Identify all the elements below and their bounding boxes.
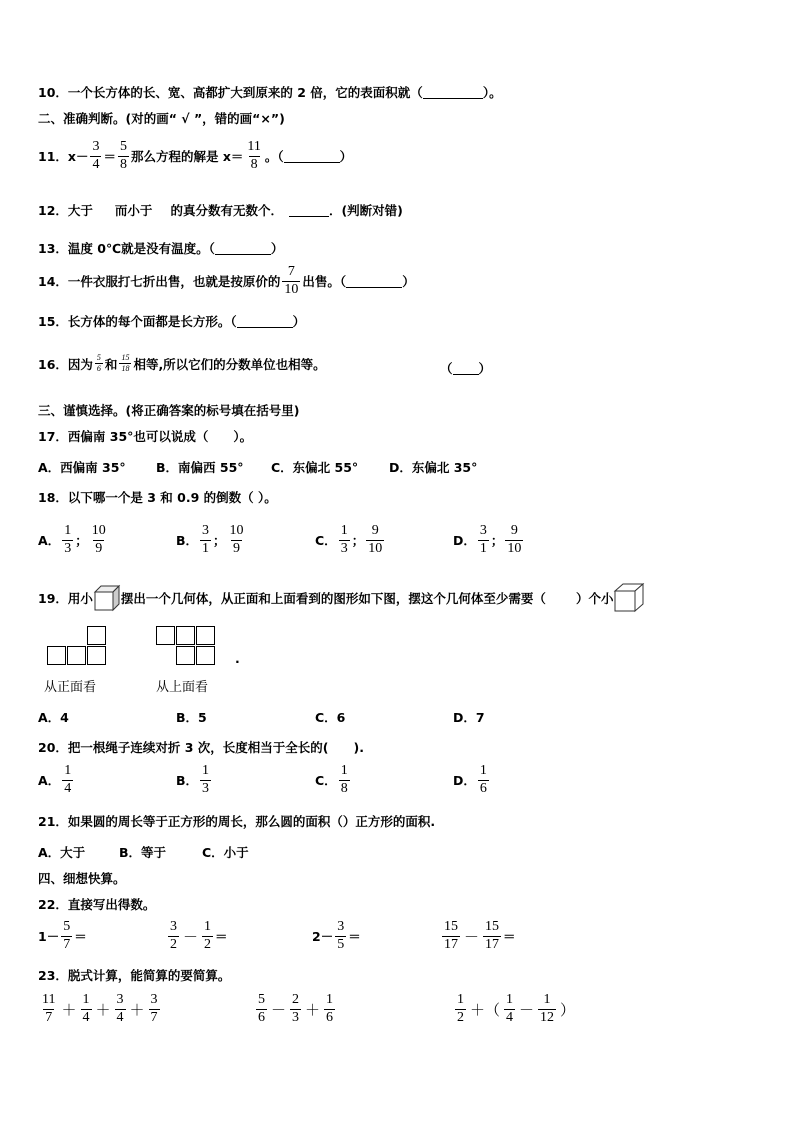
option-b[interactable]: B． 3 1 ； 10 9 xyxy=(176,523,244,556)
option-d[interactable]: D．7 xyxy=(453,710,485,725)
fraction: 5 8 xyxy=(120,139,127,172)
question-number: 22． xyxy=(38,897,68,912)
answer-blank[interactable] xyxy=(289,204,329,217)
question-number: 23． xyxy=(38,968,68,983)
option-b[interactable]: B．南偏西 55° xyxy=(156,460,244,475)
option-c[interactable]: C．6 xyxy=(315,710,346,725)
question-21: 21． 如果圆的周长等于正方形的周长，那么圆的面积（）正方形的面积. xyxy=(38,814,436,829)
question-19: 19． 用小 摆出一个几何体，从正面和上面看到的图形如下图，摆这个几何体至少需要（ ）个小 xyxy=(38,583,645,613)
top-view-caption: 从上面看 xyxy=(156,680,209,695)
question-number: 18． xyxy=(38,490,68,505)
option-d[interactable]: D．东偏北 35° xyxy=(389,460,478,475)
question-number: 10． xyxy=(38,85,68,100)
question-11: 11． x－ 3 4 ＝ 5 8 那么方程的解是 x＝ 11 8 。（ ） xyxy=(38,139,353,172)
question-number: 17． xyxy=(38,429,68,444)
expression-1: 11 7 ＋ 1 4 ＋ 3 4 ＋ 3 7 xyxy=(42,992,158,1025)
expression-4: 15 17 － 15 17 ＝ xyxy=(444,919,516,952)
section-3-heading: 三、谨慎选择。(将正确答案的标号填在括号里) xyxy=(38,403,300,418)
option-a[interactable]: A．西偏南 35° xyxy=(38,460,126,475)
question-12: 12． 大于 而小于 的真分数有无数个． ．(判断对错) xyxy=(38,203,403,218)
question-15: 15． 长方体的每个面都是长方形。（ ） xyxy=(38,314,306,329)
question-number: 19． xyxy=(38,591,68,606)
question-18: 18． 以下哪一个是 3 和 0.9 的倒数（ ）。 xyxy=(38,490,277,505)
question-16: 16． 因为 5 6 和 15 18 相等,所以它们的分数单位也相等。 xyxy=(38,353,326,374)
question-17: 17． 西偏南 35°也可以说成（ ）。 xyxy=(38,429,253,444)
fraction: 5 6 xyxy=(96,353,101,374)
question-number: 12． xyxy=(38,203,68,218)
expression-3: 1 2 ＋（ 1 4 － 1 12 ） xyxy=(457,992,576,1025)
option-b[interactable]: B．等于 xyxy=(119,845,167,860)
question-22: 22． 直接写出得数。 xyxy=(38,897,156,912)
question-text: 一个长方体的长、宽、高都扩大到原来的 2 倍，它的表面积就（ xyxy=(67,85,423,100)
option-a[interactable]: A． 1 4 xyxy=(38,763,72,796)
section-4-heading: 四、细想快算。 xyxy=(38,871,126,886)
small-cube-icon xyxy=(613,583,645,613)
option-b[interactable]: B．5 xyxy=(176,710,207,725)
option-a[interactable]: A．大于 xyxy=(38,845,86,860)
question-10: 10． 一个长方体的长、宽、高都扩大到原来的 2 倍，它的表面积就（ ）。 xyxy=(38,85,502,100)
question-13: 13． 温度 0℃就是没有温度。（ ） xyxy=(38,241,284,256)
question-number: 15． xyxy=(38,314,68,329)
question-number: 11． xyxy=(38,149,68,165)
small-cube-icon xyxy=(93,584,121,612)
section-2-heading: 二、准确判断。(对的画“ √ ”，错的画“×”) xyxy=(38,111,285,126)
expression-3: 2－ 3 5 ＝ xyxy=(312,919,361,952)
option-c[interactable]: C．小于 xyxy=(202,845,249,860)
option-d[interactable]: D． 1 6 xyxy=(453,763,487,796)
answer-blank[interactable] xyxy=(237,315,293,328)
question-number: 14． xyxy=(38,274,68,290)
answer-blank[interactable] xyxy=(346,275,402,288)
fraction: 15 18 xyxy=(121,353,130,374)
question-number: 20． xyxy=(38,740,68,755)
fraction: 11 8 xyxy=(247,139,261,172)
front-view-caption: 从正面看 xyxy=(44,680,97,695)
question-16-answer: （ ） xyxy=(440,361,492,376)
fraction: 7 10 xyxy=(284,264,299,297)
option-b[interactable]: B． 1 3 xyxy=(176,763,210,796)
expression-2: 3 2 － 1 2 ＝ xyxy=(170,919,228,952)
option-c[interactable]: C．东偏北 55° xyxy=(271,460,359,475)
question-23: 23． 脱式计算，能简算的要简算。 xyxy=(38,968,231,983)
answer-blank[interactable] xyxy=(215,242,271,255)
option-d[interactable]: D． 3 1 ； 9 10 xyxy=(453,523,522,556)
fraction: 3 4 xyxy=(92,139,100,172)
question-number: 21． xyxy=(38,814,68,829)
answer-blank[interactable] xyxy=(423,86,483,99)
question-number: 16． xyxy=(38,356,68,372)
question-20: 20． 把一根绳子连续对折 3 次，长度相当于全长的( ). xyxy=(38,740,364,755)
option-c[interactable]: C． 1 3 ； 9 10 xyxy=(315,523,383,556)
answer-blank[interactable] xyxy=(453,362,479,375)
expression-1: 1－ 5 7 ＝ xyxy=(38,919,87,952)
option-a[interactable]: A． 1 3 ； 10 9 xyxy=(38,523,106,556)
answer-blank[interactable] xyxy=(284,150,340,163)
question-14: 14． 一件衣服打七折出售，也就是按原价的 7 10 出售。（ ） xyxy=(38,264,415,297)
option-a[interactable]: A．4 xyxy=(38,710,69,725)
option-c[interactable]: C． 1 8 xyxy=(315,763,348,796)
question-number: 13． xyxy=(38,241,68,256)
expression-2: 5 6 － 2 3 ＋ 1 6 xyxy=(258,992,334,1025)
